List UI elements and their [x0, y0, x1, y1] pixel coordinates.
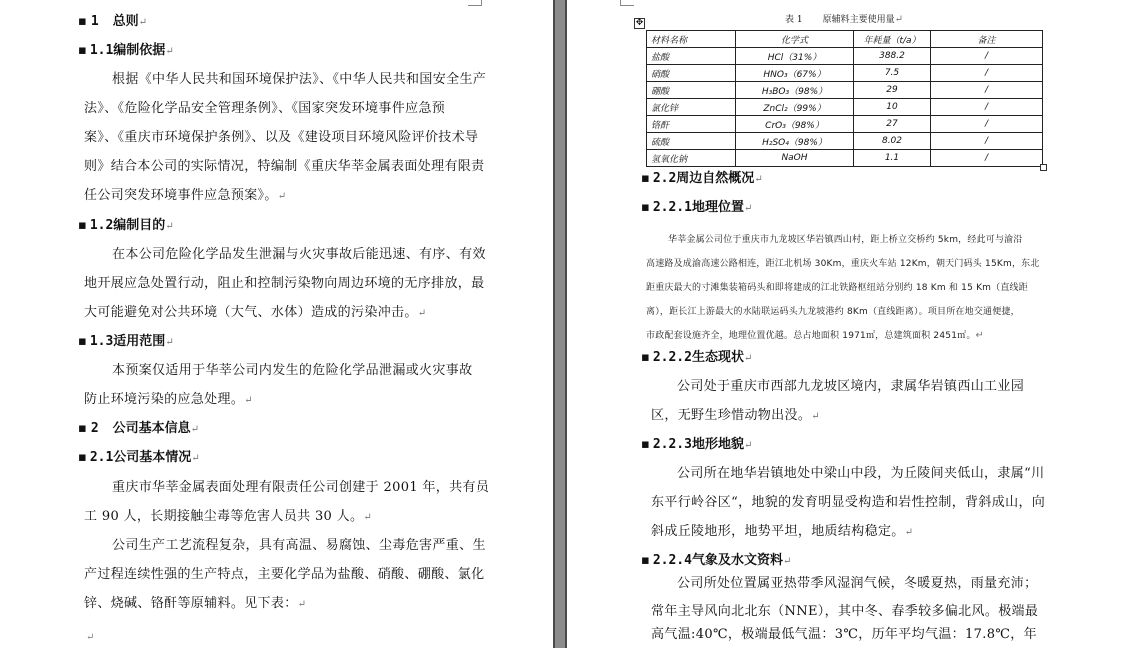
heading-2[interactable]: ▪ 2 公司基本信息↵: [78, 421, 200, 436]
paragraph[interactable]: 公司所在地华岩镇地处中梁山中段，为丘陵间夹低山，隶属“川: [677, 466, 1045, 481]
paragraph[interactable]: 公司所处位置属亚热带季风湿润气候，冬暖夏热，雨量充沛；: [677, 576, 1038, 591]
paragraph[interactable]: 法》、《危险化学品安全管理条例》、《国家突发环境事件应急预: [84, 101, 446, 116]
table-row: [647, 150, 1043, 167]
table-cell[interactable]: 硼酸: [647, 82, 736, 99]
paragraph-mark: ↵: [86, 632, 95, 643]
table-header-cell[interactable]: 化学式: [736, 31, 854, 48]
table-header-cell[interactable]: 年耗量（t/a）: [854, 31, 931, 48]
table-row: [647, 99, 1043, 116]
table-cell[interactable]: 氢氧化钠: [647, 150, 736, 167]
table-cell[interactable]: /: [931, 116, 1043, 133]
table-cell[interactable]: /: [931, 99, 1043, 116]
paragraph[interactable]: 案》、《重庆市环境保护条例》、以及《建设项目环境风险评价技术导: [84, 130, 479, 145]
paragraph[interactable]: 锌、烧碱、铬酐等原辅料。见下表：↵: [84, 596, 307, 611]
table-cell[interactable]: /: [931, 82, 1043, 99]
table-caption: 表 1 原辅料主要使用量↵: [785, 14, 903, 25]
table-row: [647, 133, 1043, 150]
paragraph[interactable]: 地开展应急处置行动，阻止和控制污染物向周边环境的无序排放，最: [84, 276, 485, 291]
location-paragraph[interactable]: 距重庆最大的寸滩集装箱码头和即将建成的江北铁路枢纽站分别约 18 Km 和 15 Km（直线距: [646, 283, 1028, 293]
paragraph[interactable]: 常年主导风向北北东（NNE），其中冬、春季较多偏北风。极端最: [651, 604, 1039, 619]
location-paragraph[interactable]: 华莘金属公司位于重庆市九龙坡区华岩镇西山村，距上桥立交桥约 5km，经此可与渝沿: [668, 235, 1023, 245]
paragraph[interactable]: 重庆市华莘金属表面处理有限责任公司创建于 2001 年，共有员: [112, 480, 490, 495]
paragraph[interactable]: 大可能避免对公共环境（大气、水体）造成的污染冲击。↵: [84, 305, 427, 320]
paragraph[interactable]: 任公司突发环境事件应急预案》。↵: [84, 188, 287, 203]
paragraph[interactable]: 斜成丘陵地形，地势平坦，地质结构稳定。↵: [651, 524, 914, 539]
table-header-row: [647, 31, 1043, 48]
table-cell[interactable]: 8.02: [854, 133, 931, 150]
paragraph[interactable]: 产过程连续性强的生产特点，主要化学品为盐酸、硝酸、硼酸、氯化: [84, 567, 485, 582]
table-cell[interactable]: 硝酸: [647, 65, 736, 82]
heading-2-2-4[interactable]: ▪ 2.2.4气象及水文资料↵: [641, 553, 792, 568]
paragraph[interactable]: 工 90 人，长期接触尘毒等危害人员共 30 人。↵: [84, 509, 373, 524]
table-cell[interactable]: H₃BO₃（98%）: [736, 82, 854, 99]
table-cell[interactable]: 铬酐: [647, 116, 736, 133]
paragraph[interactable]: 本预案仅适用于华莘公司内发生的危险化学品泄漏或火灾事故: [112, 363, 473, 378]
table-cell[interactable]: 硫酸: [647, 133, 736, 150]
paragraph[interactable]: 在本公司危险化学品发生泄漏与火灾事故后能迅速、有序、有效: [112, 247, 486, 262]
paragraph[interactable]: 则》结合本公司的实际情况，特编制《重庆华莘金属表面处理有限责: [84, 159, 485, 174]
page-gap: [553, 0, 567, 648]
table-cell[interactable]: 氯化锌: [647, 99, 736, 116]
table-cell[interactable]: 27: [854, 116, 931, 133]
heading-1[interactable]: ▪ 1 总则↵: [78, 14, 148, 29]
table-cell[interactable]: /: [931, 150, 1043, 167]
table-row: [647, 48, 1043, 65]
heading-2-2-2[interactable]: ▪ 2.2.2生态现状↵: [641, 350, 753, 365]
location-paragraph[interactable]: 离），距长江上游最大的水陆联运码头九龙坡港约 8Km（直线距离）。项目所在地交通便捷，: [646, 307, 1020, 317]
table-cell[interactable]: /: [931, 65, 1043, 82]
table-cell[interactable]: 7.5: [854, 65, 931, 82]
table-cell[interactable]: 388.2: [854, 48, 931, 65]
table-cell[interactable]: 盐酸: [647, 48, 736, 65]
table-cell[interactable]: HCl（31%）: [736, 48, 854, 65]
table-cell[interactable]: 29: [854, 82, 931, 99]
paragraph[interactable]: 东平行岭谷区“，地貌的发育明显受构造和岩性控制，背斜成山，向: [651, 495, 1046, 510]
heading-1-2[interactable]: ▪ 1.2编制目的↵: [78, 218, 174, 233]
heading-1-1[interactable]: ▪ 1.1编制依据↵: [78, 43, 174, 58]
table-cell[interactable]: H₂SO₄（98%）: [736, 133, 854, 150]
table-row: [647, 65, 1043, 82]
heading-1-3[interactable]: ▪ 1.3适用范围↵: [78, 334, 174, 349]
paragraph[interactable]: 公司处于重庆市西部九龙坡区境内，隶属华岩镇西山工业园: [677, 379, 1025, 394]
heading-2-2-3[interactable]: ▪ 2.2.3地形地貌↵: [641, 437, 753, 452]
heading-2-2-1[interactable]: ▪ 2.2.1地理位置↵: [641, 200, 753, 215]
table-resize-handle-icon[interactable]: [1040, 164, 1047, 171]
location-paragraph[interactable]: 高速路及成渝高速公路相连，距江北机场 30Km，重庆火车站 12Km，朝天门码头 15Km，东北: [646, 259, 1040, 269]
table-row: [647, 116, 1043, 133]
table-cell[interactable]: ZnCl₂（99%）: [736, 99, 854, 116]
crop-mark: [468, 0, 482, 6]
table-cell[interactable]: /: [931, 133, 1043, 150]
table-cell[interactable]: 10: [854, 99, 931, 116]
table-row: [647, 82, 1043, 99]
table-header-cell[interactable]: 材料名称: [647, 31, 736, 48]
paragraph[interactable]: 公司生产工艺流程复杂，具有高温、易腐蚀、尘毒危害严重、生: [112, 538, 486, 553]
paragraph[interactable]: 区，无野生珍惜动物出没。↵: [651, 408, 820, 423]
crop-mark: [620, 0, 634, 6]
location-paragraph[interactable]: 市政配套设施齐全，地理位置优越。总占地面积 1971㎡，总建筑面积 2451㎡。↵: [646, 330, 985, 341]
heading-2-1[interactable]: ▪ 2.1公司基本情况↵: [78, 450, 200, 465]
materials-table[interactable]: [646, 30, 1043, 167]
paragraph[interactable]: 根据《中华人民共和国环境保护法》、《中华人民共和国安全生产: [112, 72, 487, 87]
heading-2-2[interactable]: ▪ 2.2周边自然概况↵: [641, 171, 763, 186]
table-header-cell[interactable]: 备注: [931, 31, 1043, 48]
table-cell[interactable]: NaOH: [736, 150, 854, 167]
table-cell[interactable]: /: [931, 48, 1043, 65]
paragraph[interactable]: 防止环境污染的应急处理。↵: [84, 392, 253, 407]
table-cell[interactable]: 1.1: [854, 150, 931, 167]
paragraph[interactable]: 高气温:40℃，极端最低气温：3℃，历年平均气温：17.8℃，年: [651, 627, 1037, 642]
table-cell[interactable]: CrO₃（98%）: [736, 116, 854, 133]
table-move-handle-icon[interactable]: ✥: [635, 18, 644, 28]
table-cell[interactable]: HNO₃（67%）: [736, 65, 854, 82]
